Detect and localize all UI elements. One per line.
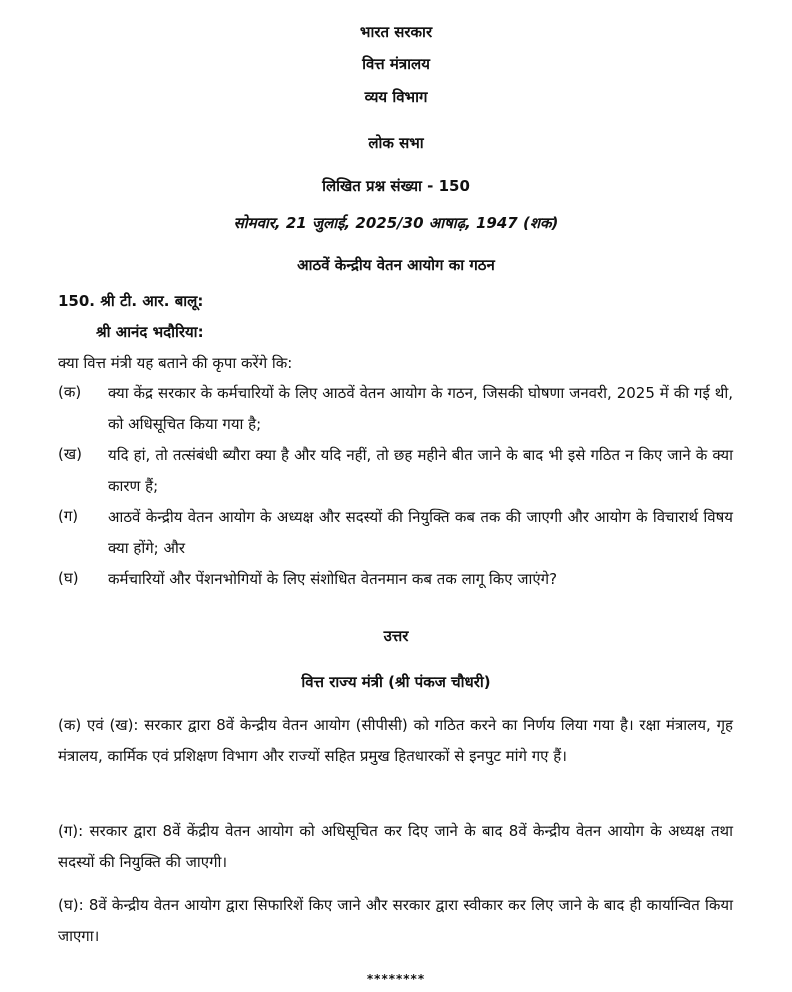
question-date: सोमवार, 21 जुलाई, 2025/30 आषाढ़, 1947 (शक) [233,214,559,232]
question-text: यदि हां, तो तत्संबंधी ब्यौरा क्या है और यदि नहीं, तो छह महीने बीत जाने के बाद भी इसे गठित न किए जाने के क्या कारण हैं; [108,446,733,495]
answer-heading: उत्तर [383,627,409,645]
question-subject: आठवें केन्द्रीय वेतन आयोग का गठन [297,256,495,274]
question-text: कर्मचारियों और पेंशनभोगियों के लिए संशोधित वेतनमान कब तक लागू किए जाएंगे? [108,570,558,588]
member-second: श्री आनंद भदौरिया: [96,323,204,341]
department-heading: व्यय विभाग [364,88,428,106]
end-mark: ******** [366,972,426,986]
question-label: (ग) [58,507,79,525]
question-intro: क्या वित्त मंत्री यह बताने की कृपा करेंगे कि: [58,354,293,372]
question-text: आठवें केन्द्रीय वेतन आयोग के अध्यक्ष और सदस्यों की नियुक्ति कब तक की जाएगी और आयोग के विचारार्थ विषय क्या होंगे; और [108,508,733,557]
minister-name: वित्त राज्य मंत्री (श्री पंकज चौधरी) [301,673,491,691]
member-first: 150. श्री टी. आर. बालू: [58,292,204,310]
house-heading: लोक सभा [368,134,424,152]
question-text: क्या केंद्र सरकार के कर्मचारियों के लिए आठवें वेतन आयोग के गठन, जिसकी घोषणा जनवरी, 2025 में की गई थी, को अधिसूचित किया गया है; [108,384,733,433]
answer-paragraph: (घ): 8वें केन्द्रीय वेतन आयोग द्वारा सिफारिशें किए जाने और सरकार द्वारा स्वीकार कर लिए जाने के बाद ही कार्यान्वित किया जाएगा। [58,896,733,945]
question-label: (ख) [58,445,82,463]
answer-paragraph: (ग): सरकार द्वारा 8वें केंद्रीय वेतन आयोग को अधिसूचित कर दिए जाने के बाद 8वें केन्द्रीय वेतन आयोग के अध्यक्ष तथा सदस्यों की नियुक्ति की जाएगी। [58,822,733,871]
answer-paragraph: (क) एवं (ख): सरकार द्वारा 8वें केन्द्रीय वेतन आयोग (सीपीसी) को गठित करने का निर्णय लिया गया है। रक्षा मंत्रालय, गृह मंत्रालय, कार्मिक एवं प्रशिक्षण विभाग और राज्यों सहित प्रमुख हितधारकों से इनपुट मांगे गए हैं। [58,716,733,765]
question-label: (क) [58,383,82,401]
govt-heading: भारत सरकार [359,23,433,41]
ministry-heading: वित्त मंत्रालय [362,55,430,73]
question-label: (घ) [58,569,79,587]
question-number: लिखित प्रश्न संख्या - 150 [322,177,470,195]
